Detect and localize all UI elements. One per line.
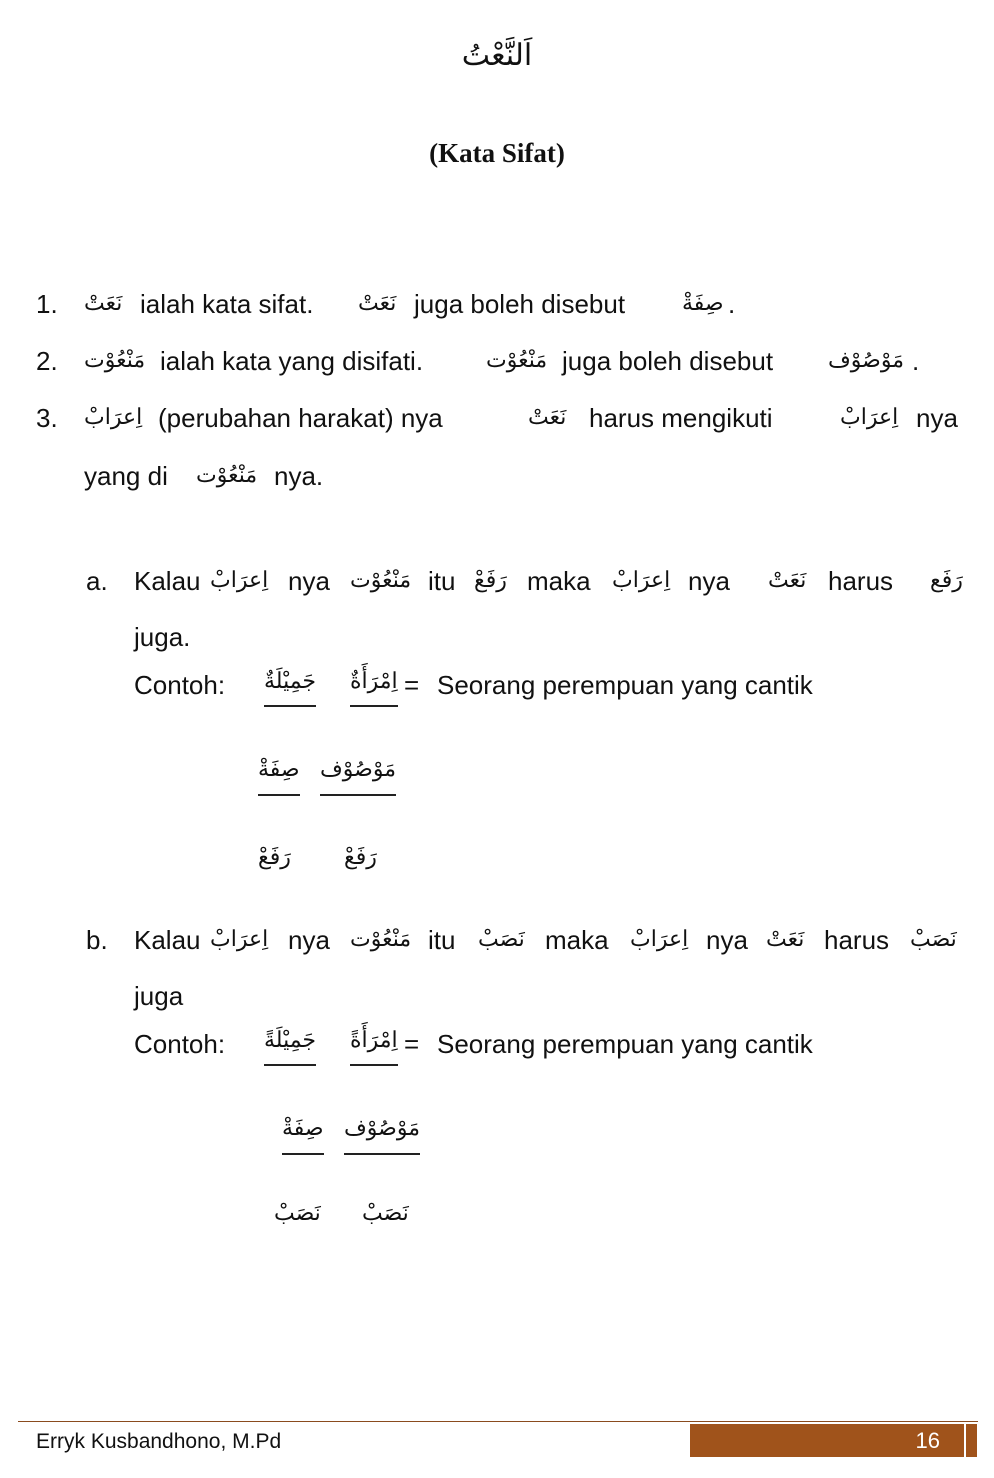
arabic-word: اِعرَابْ — [84, 405, 143, 430]
item-text: nya — [916, 403, 958, 433]
example-label: Contoh: — [134, 1029, 226, 1059]
page-subtitle: (Kata Sifat) — [429, 138, 565, 168]
arabic-word: اِعرَابْ — [210, 927, 269, 952]
arabic-word: اِعرَابْ — [612, 568, 671, 593]
equals-sign: = — [404, 1029, 420, 1059]
sub-item-a — [0, 561, 994, 601]
item-text: nya — [688, 566, 730, 596]
arabic-word: مَنْعُوْت — [196, 463, 258, 488]
item-text: harus mengikuti — [589, 403, 773, 433]
case-sifah: رَفَعْ — [258, 845, 291, 870]
list-item-3 — [0, 398, 994, 438]
item-text: nya — [288, 925, 330, 955]
arabic-word: اِعرَابْ — [210, 568, 269, 593]
arabic-word: نَعَتْ — [528, 405, 567, 430]
item-text: Kalau — [134, 566, 201, 596]
case-mawsuf: رَفَعْ — [344, 845, 377, 870]
item-text: ialah kata sifat. — [140, 289, 314, 319]
item-text: (perubahan harakat) nya — [158, 403, 443, 433]
arabic-word: صِفَةْ — [682, 291, 724, 316]
item-text: nya — [706, 925, 748, 955]
example-meaning: Seorang perempuan yang cantik — [437, 1029, 813, 1059]
arabic-word: مَنْعُوْت — [486, 348, 548, 373]
arabic-word: مَنْعُوْت — [84, 348, 146, 373]
arabic-title: اَلنَّعْتُ — [461, 38, 533, 73]
label-sifah: صِفَةْ — [258, 752, 300, 796]
page-number: 16 — [915, 1428, 940, 1453]
footer-author: Erryk Kusbandhono, M.Pd — [36, 1430, 282, 1453]
arabic-word: نَعَتْ — [768, 568, 807, 593]
item-text: maka — [545, 925, 609, 955]
item-text: itu — [428, 925, 456, 955]
arabic-word: رَفَع — [930, 568, 963, 593]
item-text: nya. — [274, 461, 324, 491]
item-text: juga — [134, 981, 184, 1011]
item-text: harus — [824, 925, 890, 955]
arabic-word: نَعَتْ — [358, 291, 397, 316]
arabic-word: نَصَبْ — [478, 927, 525, 952]
arabic-word: مَنْعُوْت — [350, 927, 412, 952]
arabic-word: اِعرَابْ — [630, 927, 689, 952]
list-item-3-continued — [0, 456, 994, 496]
example-adjective: جَمِيْلَةٌ — [264, 665, 316, 707]
arabic-word: مَوْصُوْف — [828, 348, 905, 373]
list-item-1 — [0, 284, 994, 324]
item-text: harus — [828, 566, 894, 596]
label-mawsuf: مَوْصُوْف — [320, 752, 396, 796]
item-text: maka — [527, 566, 591, 596]
sub-item-letter: b. — [86, 925, 108, 955]
arabic-word: رَفَعْ — [474, 568, 507, 593]
footer-page-box-edge — [964, 1424, 977, 1457]
item-text: . — [912, 346, 920, 376]
label-mawsuf: مَوْصُوْف — [344, 1111, 420, 1155]
sub-item-a-continued — [0, 617, 994, 657]
sub-item-b — [0, 920, 994, 960]
item-number: 2. — [36, 346, 58, 376]
arabic-word: اِعرَابْ — [840, 405, 899, 430]
item-text: ialah kata yang disifati. — [160, 346, 424, 376]
example-meaning: Seorang perempuan yang cantik — [437, 670, 813, 700]
example-a — [0, 665, 994, 705]
item-text: nya — [288, 566, 330, 596]
case-sifah: نَصَبْ — [274, 1201, 321, 1226]
footer-divider — [18, 1421, 978, 1422]
example-label: Contoh: — [134, 670, 226, 700]
example-adjective: جَمِيْلَةً — [264, 1024, 316, 1066]
item-text: yang di — [84, 461, 168, 491]
arabic-word: نَعَتْ — [766, 927, 805, 952]
item-text: juga. — [134, 622, 191, 652]
label-sifah: صِفَةْ — [282, 1111, 324, 1155]
item-text: . — [728, 289, 736, 319]
item-text: itu — [428, 566, 456, 596]
arabic-word: مَنْعُوْت — [350, 568, 412, 593]
item-text: juga boleh disebut — [562, 346, 774, 376]
item-text: Kalau — [134, 925, 201, 955]
equals-sign: = — [404, 670, 420, 700]
item-text: juga boleh disebut — [414, 289, 626, 319]
case-mawsuf: نَصَبْ — [362, 1201, 409, 1226]
sub-item-letter: a. — [86, 566, 108, 596]
arabic-word: نَعَتْ — [84, 291, 123, 316]
example-noun: اِمْرَأَةً — [350, 1024, 398, 1066]
example-b — [0, 1024, 994, 1064]
item-number: 3. — [36, 403, 58, 433]
item-number: 1. — [36, 289, 58, 319]
list-item-2 — [0, 341, 994, 381]
example-noun: اِمْرَأَةٌ — [350, 665, 398, 707]
arabic-word: نَصَبْ — [910, 927, 957, 952]
sub-item-b-continued — [0, 976, 994, 1016]
